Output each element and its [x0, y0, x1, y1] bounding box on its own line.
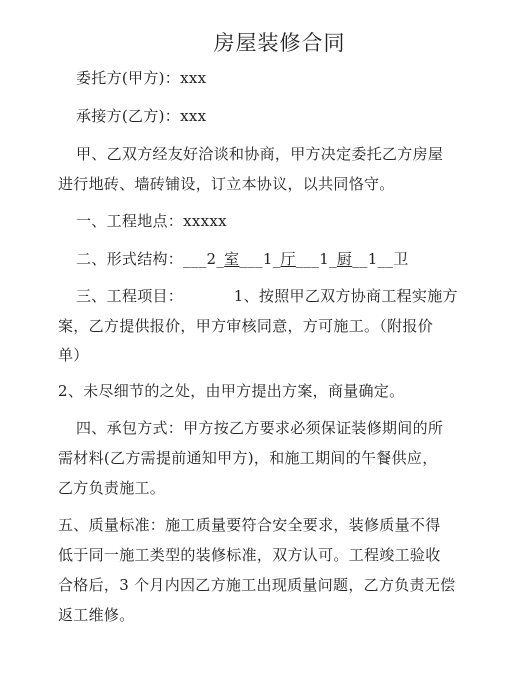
contractor-line: 承接方(乙方)：xxx: [76, 107, 207, 125]
kitchens-unit: 厨: [336, 250, 353, 268]
intro-line-2: 进行地砖、墙砖铺设，订立本协议，以共同恪守。: [58, 175, 395, 193]
site-line: 一、工程地点：xxxxx: [76, 212, 227, 230]
structure-line: [76, 249, 409, 269]
halls-unit: 厅: [280, 250, 296, 268]
details-line: 2、未尽细节的之处，由甲方提出方案，商量确定。: [58, 382, 405, 400]
rooms-count: ___2_: [183, 250, 225, 268]
quality-line-1: 五、质量标准：施工质量要符合安全要求，装修质量不得: [58, 516, 441, 534]
quality-line-2: 低于同一施工类型的装修标准，双方认可。工程竣工验收: [58, 546, 441, 564]
project-line-3: 单）: [58, 346, 89, 364]
intro-line-1: 甲、乙双方经友好洽谈和协商，甲方决定委托乙方房屋: [76, 145, 444, 163]
halls-count: ___1_: [239, 250, 281, 268]
kitchens-count: ___1_: [295, 250, 337, 268]
project-line-2: 案，乙方提供报价，甲方审核同意，方可施工。（附报价: [58, 317, 434, 335]
quality-line-4: 返工维修。: [58, 606, 135, 624]
baths-unit: 卫: [393, 250, 409, 268]
rooms-unit: 室: [224, 250, 240, 268]
project-line-1: 三、工程项目： 1、按照甲乙双方协商工程实施方: [76, 287, 458, 305]
baths-count: __1__: [352, 250, 394, 268]
quality-line-3: 合格后，3 个月内因乙方施工出现质量问题，乙方负责无偿: [58, 576, 456, 594]
contracting-line-1: 四、承包方式：甲方按乙方要求必须保证装修期间的所: [76, 419, 444, 437]
client-line: 委托方(甲方)：xxx: [76, 69, 207, 87]
structure-label: 二、形式结构：: [76, 250, 184, 268]
document-title: 房屋装修合同: [213, 31, 346, 55]
contracting-line-3: 乙方负责施工。: [58, 479, 166, 497]
contracting-line-2: 需材料(乙方需提前通知甲方)，和施工期间的午餐供应，: [58, 449, 438, 467]
